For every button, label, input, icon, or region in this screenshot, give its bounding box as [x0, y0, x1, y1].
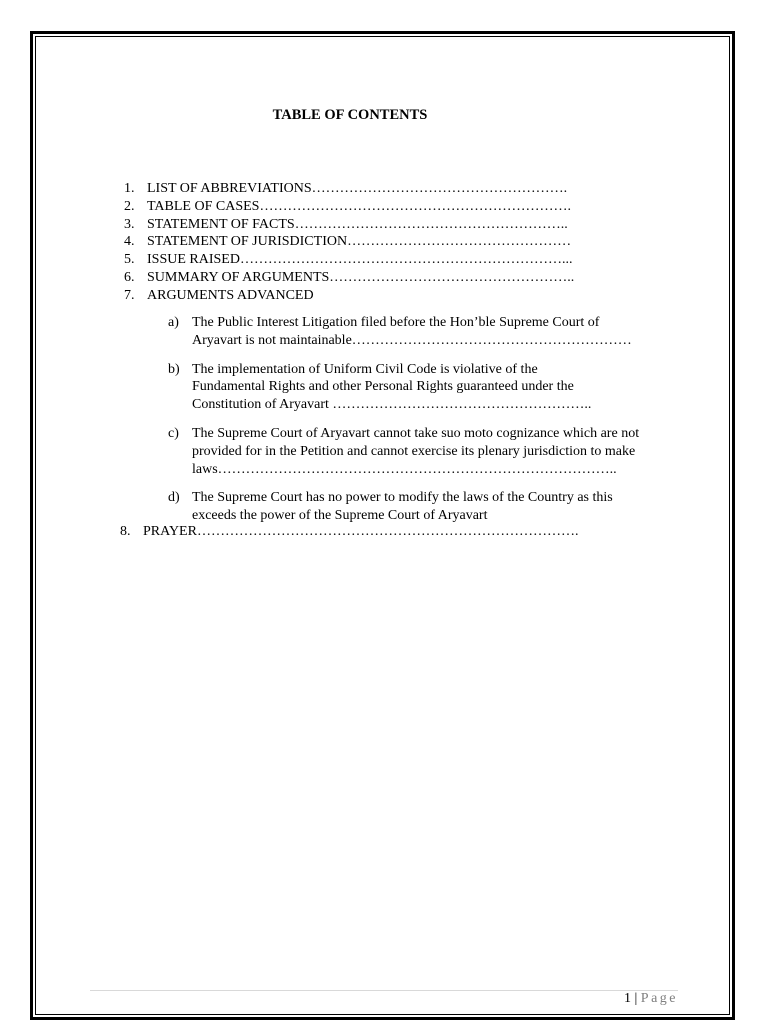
toc-sub-entry-text: The Supreme Court has no power to modify the laws of the Country as this exceeds the power of the Supreme Court of Aryavart: [192, 490, 613, 524]
page-label: Page: [640, 991, 678, 1006]
toc-entry-number: 7.: [124, 287, 135, 303]
toc-entry-number: 6.: [124, 269, 135, 285]
toc-sub-entry-letter: d): [168, 490, 180, 506]
page-footer: [624, 991, 678, 1007]
toc-entry-text: ISSUE RAISED……………………………………………………………...: [147, 252, 573, 268]
page-separator: |: [630, 991, 641, 1006]
toc-entry-number: 4.: [124, 234, 135, 250]
toc-entry-text: STATEMENT OF JURISDICTION…………………………………………: [147, 234, 572, 250]
toc-entry: [124, 251, 684, 269]
toc-entry-number: 2.: [124, 198, 135, 214]
document-title: TABLE OF CONTENTS: [272, 107, 428, 123]
toc-sub-entry: [168, 314, 688, 350]
toc-sub-entry: [168, 489, 688, 525]
toc-entry-number: 8.: [120, 524, 131, 539]
toc-entry-number: 3.: [124, 216, 135, 232]
toc-entry-text: LIST OF ABBREVIATIONS……………………………………………….: [147, 181, 568, 196]
toc-list: [124, 180, 684, 305]
toc-entry: [124, 287, 684, 305]
toc-entry: [124, 233, 684, 251]
toc-sub-list: [168, 314, 688, 525]
toc-entry-text: TABLE OF CASES………………………………………………………….: [147, 198, 571, 214]
toc-sub-entry-letter: c): [168, 425, 179, 441]
toc-sub-entry: [168, 361, 688, 414]
toc-sub-entry-text: The Public Interest Litigation filed before the Hon’ble Supreme Court of Aryavart is not maintainable……………………………………………………: [192, 315, 632, 348]
toc-sub-entry: [168, 425, 688, 478]
toc-entry: [124, 216, 684, 234]
toc-sub-entry-text: The Supreme Court of Aryavart cannot take suo moto cognizance which are not provided for in the Petition and cannot exercise its plenary jurisdiction to make laws…………………………………………………………………………..: [192, 425, 640, 477]
toc-sub-entry-letter: b): [168, 361, 180, 377]
toc-sub-entry-letter: a): [168, 315, 179, 330]
toc-entry-number: 1.: [124, 181, 135, 196]
toc-entry-text: SUMMARY OF ARGUMENTS……………………………………………..: [147, 269, 575, 285]
toc-entry: [124, 269, 684, 287]
toc-sub-entry-text: The implementation of Uniform Civil Code is violative of the Fundamental Rights and other Personal Rights guaranteed under the Constitution of Aryavart ………………………………………………..: [192, 361, 592, 413]
footer-divider: [90, 990, 678, 991]
page-number: 1: [623, 991, 631, 1006]
toc-entry-number: 5.: [124, 252, 135, 268]
toc-entry-prayer: [120, 524, 578, 540]
toc-entry-text: STATEMENT OF FACTS…………………………………………………..: [147, 216, 568, 232]
toc-entry: [124, 180, 684, 198]
toc-entry: [124, 198, 684, 216]
toc-entry-text: PRAYER……………………………………………………………………….: [143, 524, 579, 539]
toc-entry-text: ARGUMENTS ADVANCED: [147, 287, 314, 303]
